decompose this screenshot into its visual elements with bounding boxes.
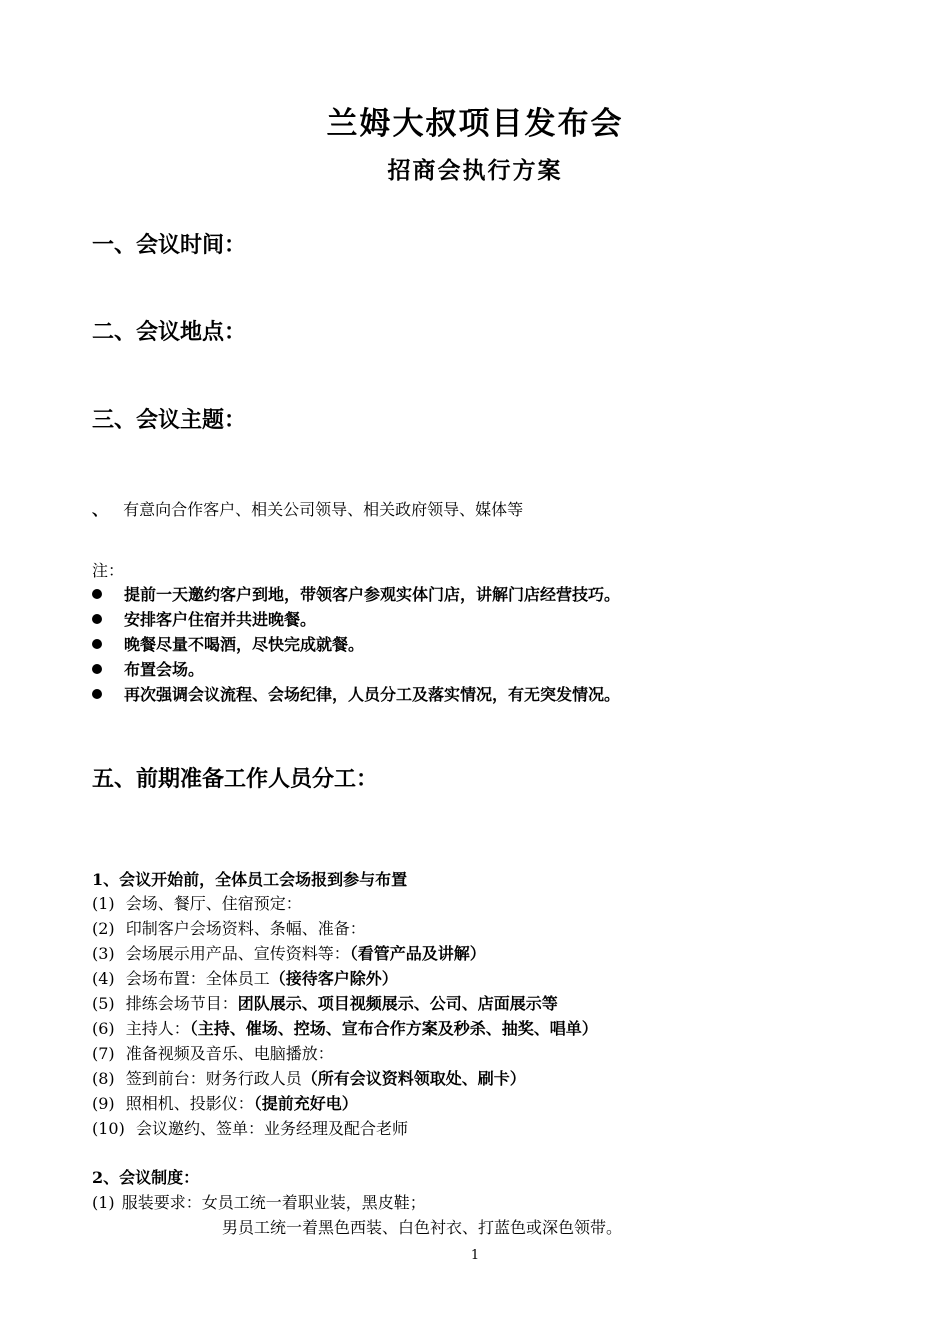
section-meeting-theme: 三、会议主题： — [92, 407, 247, 433]
prep-item — [92, 1091, 358, 1114]
note-bullet-text: 再次强调会议流程、会场纪律，人员分工及落实情况，有无突发情况。 — [124, 685, 621, 704]
bullet-icon — [92, 689, 102, 699]
prep-item-num: (7) — [92, 1044, 115, 1063]
note-bullet — [92, 582, 620, 605]
rules-item — [92, 1190, 426, 1213]
prep-item-text: 印制客户会场资料、条幅、准备： — [125, 919, 366, 938]
prep-item-text: 会场、餐厅、住宿预定： — [125, 894, 302, 913]
prep-item-text: 会议邀约、签单：业务经理及配合老师 — [135, 1119, 408, 1138]
prep-item-bold: （主持、催场、控场、宣布合作方案及秒杀、抽奖、唱单） — [189, 1019, 598, 1038]
prep-item — [92, 891, 302, 914]
prep-item-bold: （提前充好电） — [253, 1094, 358, 1113]
prep-item-num: (9) — [92, 1094, 115, 1113]
prep-item-text: 准备视频及音乐、电脑播放： — [125, 1044, 334, 1063]
document-title: 兰姆大叔项目发布会 — [326, 106, 624, 142]
bullet-icon — [92, 664, 102, 674]
note-bullet — [92, 632, 364, 655]
rules-item-num: (1) — [92, 1193, 115, 1212]
prep-item-bold: 团队展示、项目视频展示、公司、店面展示等 — [237, 994, 558, 1013]
prep-item-num: (4) — [92, 969, 115, 988]
prep-item-text: 签到前台：财务行政人员 — [125, 1069, 302, 1088]
prep-item-bold: （接待客户除外） — [269, 969, 398, 988]
prep-item — [92, 1041, 334, 1064]
prep-item — [92, 1116, 408, 1139]
rules-item-continuation: 男员工统一着黑色西装、白色衬衣、打蓝色或深色领带。 — [222, 1218, 623, 1237]
rules-item-text: 服装要求：女员工统一着职业装，黑皮鞋； — [121, 1193, 426, 1212]
page-number: 1 — [470, 1248, 480, 1263]
prep-item-num: (1) — [92, 894, 115, 913]
note-label: 注： — [92, 561, 125, 580]
prep-item-text: 会场展示用产品、宣传资料等： — [125, 944, 350, 963]
prep-item — [92, 966, 398, 989]
prep-item-num: (10) — [92, 1119, 125, 1138]
prep-item-text: 照相机、投影仪： — [125, 1094, 254, 1113]
prep-item — [92, 991, 558, 1014]
note-bullet — [92, 657, 204, 680]
prep-item-num: (8) — [92, 1069, 115, 1088]
prep-item-text: 排练会场节目： — [125, 994, 238, 1013]
prep-item-bold: （所有会议资料领取处、刷卡） — [301, 1069, 526, 1088]
section-prep-staffing: 五、前期准备工作人员分工： — [92, 766, 379, 792]
document-subtitle: 招商会执行方案 — [387, 157, 563, 184]
prep-item — [92, 941, 486, 964]
bullet-icon — [92, 589, 102, 599]
note-bullet-text: 布置会场。 — [124, 660, 205, 679]
prep-heading: 1、会议开始前，全体员工会场报到参与布置 — [92, 870, 408, 889]
attendees-text: 有意向合作客户、相关公司领导、相关政府领导、媒体等 — [123, 500, 524, 519]
prep-item-num: (2) — [92, 919, 115, 938]
section-meeting-location: 二、会议地点： — [92, 319, 247, 345]
note-bullet — [92, 607, 316, 630]
note-bullet — [92, 682, 620, 705]
bullet-icon — [92, 639, 102, 649]
prep-item — [92, 916, 366, 939]
prep-item-num: (6) — [92, 1019, 115, 1038]
prep-item — [92, 1016, 598, 1039]
prep-item-bold: （看管产品及讲解） — [349, 944, 486, 963]
prep-item — [92, 1066, 526, 1089]
note-bullet-text: 晚餐尽量不喝酒，尽快完成就餐。 — [124, 635, 365, 654]
rules-heading: 2、会议制度： — [92, 1168, 200, 1187]
bullet-icon — [92, 614, 102, 624]
prep-item-num: (5) — [92, 994, 115, 1013]
note-bullet-text: 提前一天邀约客户到地，带领客户参观实体门店，讲解门店经营技巧。 — [124, 585, 621, 604]
attendees-mark: 、 — [92, 500, 109, 519]
prep-item-num: (3) — [92, 944, 115, 963]
prep-item-text: 主持人： — [125, 1019, 190, 1038]
section-meeting-time: 一、会议时间： — [92, 232, 247, 258]
attendees-line — [92, 497, 523, 520]
prep-item-text: 会场布置：全体员工 — [125, 969, 270, 988]
note-bullet-text: 安排客户住宿并共进晚餐。 — [124, 610, 317, 629]
